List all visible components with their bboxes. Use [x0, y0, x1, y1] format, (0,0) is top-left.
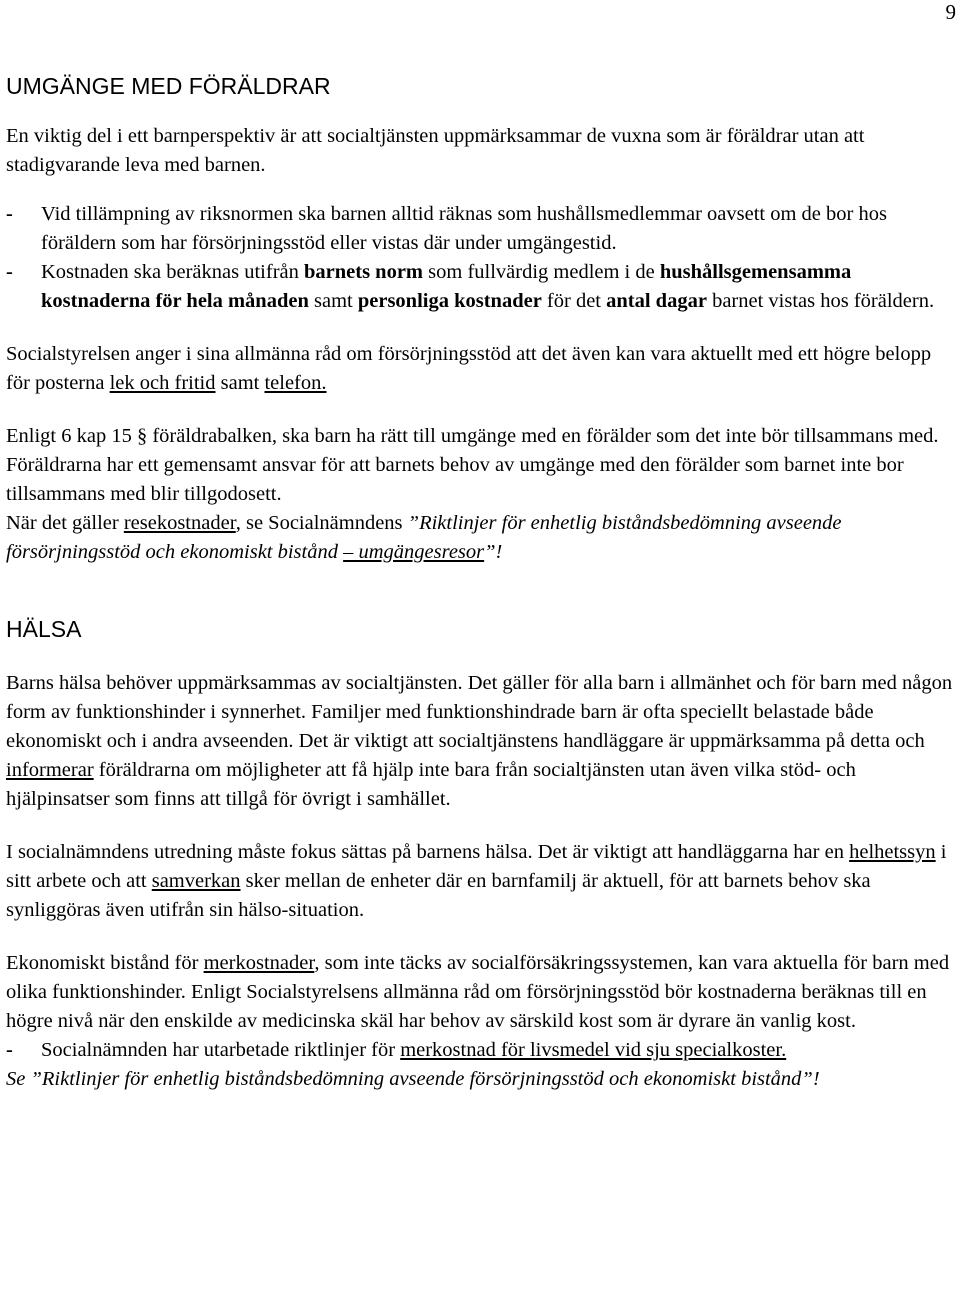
- bold-text: personliga kostnader: [357, 290, 542, 312]
- heading-umgange: UMGÄNGE MED FÖRÄLDRAR: [6, 73, 331, 99]
- italic-reference: ”Riktlinjer för enhetlig biståndsbedömning avseende försörjningsstöd och ekonomiskt bistånd – umgängesresor”!: [6, 512, 842, 563]
- closing-reference: Se ”Riktlinjer för enhetlig biståndsbedömning avseende försörjningsstöd och ekonomiskt bistånd”!: [6, 1068, 820, 1090]
- underlined-term: lek och fritid: [109, 372, 216, 394]
- bullet-dash: -: [6, 261, 13, 283]
- underlined-term: informerar: [6, 759, 94, 781]
- document-body: [6, 70, 954, 1094]
- paragraph-resekostnader: När det gäller resekostnader, se Socialnämndens ”Riktlinjer för enhetlig biståndsbedömning avseende försörjningsstöd och ekonomiskt bistånd – umgängesresor”!: [6, 512, 842, 563]
- page-number: 9: [945, 0, 956, 24]
- bullet-item-riksnorm: [6, 200, 954, 258]
- underlined-term: telefon.: [264, 372, 327, 394]
- bold-text: hushållsgemensamma kostnaderna för hela månaden: [41, 261, 852, 312]
- bullet-dash: -: [6, 203, 13, 225]
- heading-halsa: HÄLSA: [6, 616, 82, 642]
- paragraph-utredning: I socialnämndens utredning måste fokus sättas på barnens hälsa. Det är viktigt att handläggarna har en helhetssyn i sitt arbete och att samverkan sker mellan de enheter där en barnfamilj är aktuell, för att barnets behov ska synliggöras även utifrån sin hälso-situation.: [6, 841, 947, 921]
- underlined-term: samverkan: [151, 870, 241, 892]
- bullet-item-riktlinjer: [6, 1036, 954, 1065]
- intro-paragraph: En viktig del i ett barnperspektiv är att socialtjänsten uppmärksammar de vuxna som är föräldrar utan att stadigvarande leva med barnen.: [6, 125, 865, 176]
- bullet-text: Vid tillämpning av riksnormen ska barnen alltid räknas som hushållsmedlemmar oavsett om de bor hos föräldern som har försörjningsstöd eller vistas där under umgängestid.: [41, 203, 887, 254]
- bullet-text: Socialnämnden har utarbetade riktlinjer för merkostnad för livsmedel vid sju specialkoster.: [41, 1039, 787, 1061]
- paragraph-merkostnader: Ekonomiskt bistånd för merkostnader, som inte täcks av socialförsäkringssystemen, kan vara aktuella för barn med olika funktionshinder. Enligt Socialstyrelsens allmänna råd om försörjningsstöd bör kostnaderna beräknas till en högre nivå när den enskilde av medicinska skäl har behov av särskild kost som är dyrare än vanlig kost.: [6, 952, 950, 1032]
- underlined-term: helhetssyn: [849, 841, 936, 863]
- bold-text: antal dagar: [606, 290, 707, 312]
- paragraph-foraldrabalken: Enligt 6 kap 15 § föräldrabalken, ska barn ha rätt till umgänge med en förälder som det inte bör tillsammans med. Föräldrarna har ett gemensamt ansvar för att barnets behov av umgänge med den förälder som barnet inte bor tillsammans med blir tillgodosett.: [6, 425, 939, 505]
- underlined-term: merkostnader: [203, 952, 315, 974]
- paragraph-barns-halsa: Barns hälsa behöver uppmärksammas av socialtjänsten. Det gäller för alla barn i allmänhet och för barn med någon form av funktionshinder i synnerhet. Familjer med funktionshindrade barn är ofta speciellt belastade både ekonomiskt och i andra avseenden. Det är viktigt att socialtjänstens handläggare är uppmärksamma på detta och informerar föräldrarna om möjligheter att få hjälp inte bara från socialtjänsten utan även vilka stöd- och hjälpinsatser som finns att tillgå för övrigt i samhället.: [6, 672, 953, 810]
- bullet-item-kostnad: [6, 258, 954, 316]
- underlined-term: resekostnader: [123, 512, 236, 534]
- bullet-dash: -: [6, 1039, 13, 1061]
- underlined-term: merkostnad för livsmedel vid sju specialkoster.: [400, 1039, 787, 1061]
- bold-text: barnets norm: [304, 261, 424, 283]
- bullet-text: Kostnaden ska beräknas utifrån barnets norm som fullvärdig medlem i de hushållsgemensamma kostnaderna för hela månaden samt personliga kostnader för det antal dagar barnet vistas hos föräldern.: [41, 261, 935, 312]
- paragraph-socialstyrelsen: Socialstyrelsen anger i sina allmänna råd om försörjningsstöd att det även kan vara aktuellt med ett högre belopp för posterna lek och fritid samt telefon.: [6, 343, 932, 394]
